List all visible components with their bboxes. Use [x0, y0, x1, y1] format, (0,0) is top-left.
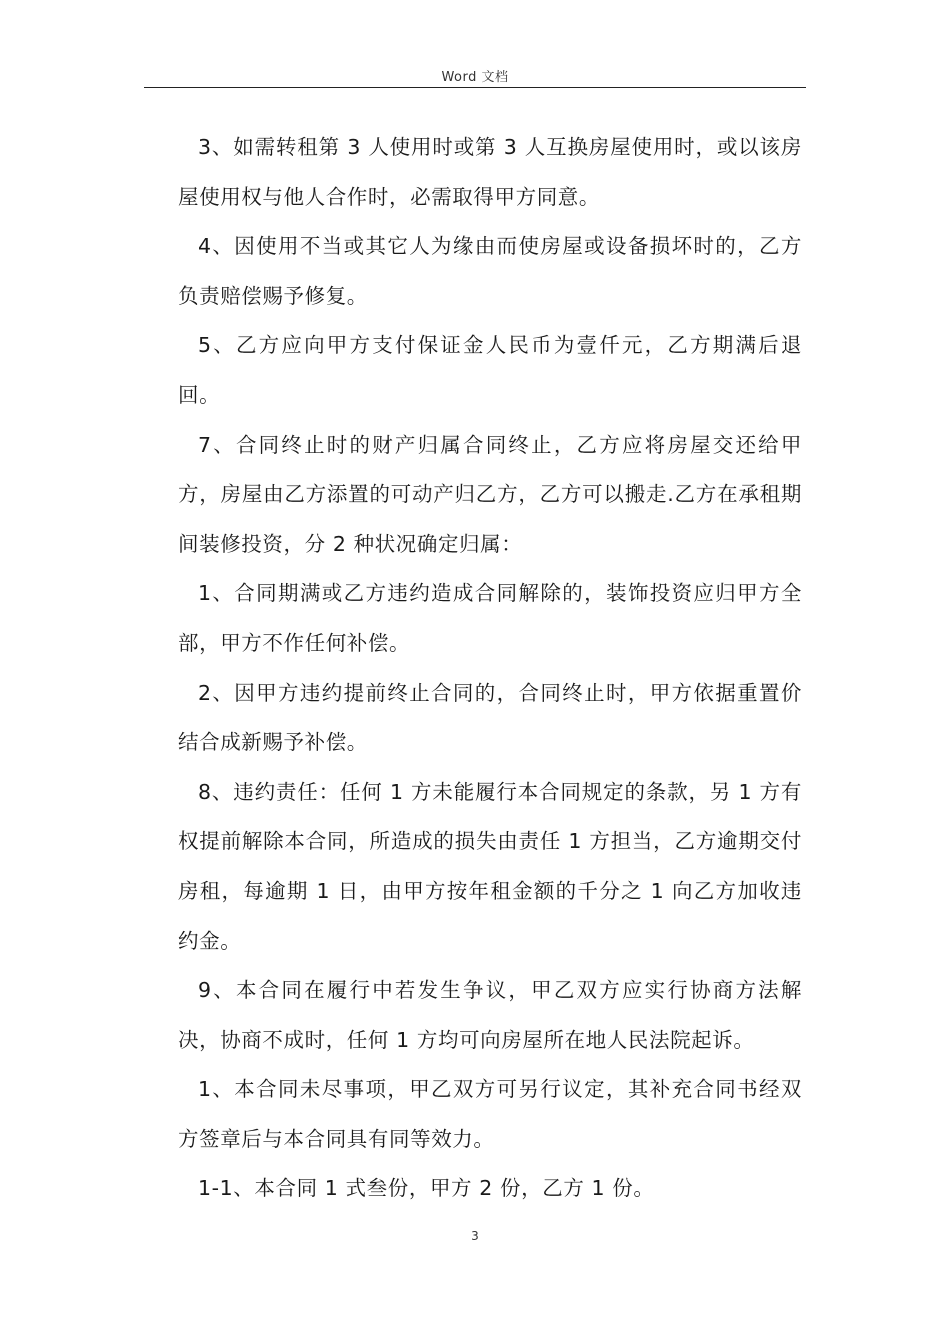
paragraph-clause-4: 4、因使用不当或其它人为缘由而使房屋或设备损坏时的，乙方负责赔偿赐予修复。	[178, 234, 802, 308]
paragraph-clause-7-1: 1、合同期满或乙方违约造成合同解除的，装饰投资应归甲方全部，甲方不作任何补偿。	[178, 581, 802, 655]
paragraph-clause-8: 8、违约责任：任何 1 方未能履行本合同规定的条款，另 1 方有权提前解除本合同，所造成的损失由责任 1 方担当，乙方逾期交付房租，每逾期 1 日，由甲方按年租金额的千分之 1 向乙方加收违约金。	[178, 779, 802, 953]
page-number: 3	[471, 1229, 479, 1243]
page-header: Word 文档	[441, 70, 509, 85]
header-divider	[144, 87, 806, 88]
paragraph-clause-9: 9、本合同在履行中若发生争议，甲乙双方应实行协商方法解决，协商不成时，任何 1 方均可向房屋所在地人民法院起诉。	[178, 978, 802, 1052]
paragraph-clause-7: 7、合同终止时的财产归属合同终止，乙方应将房屋交还给甲方，房屋由乙方添置的可动产归乙方，乙方可以搬走.乙方在承租期间装修投资，分 2 种状况确定归属：	[178, 432, 802, 556]
document-body	[178, 123, 802, 1214]
paragraph-clause-supplement: 1、本合同未尽事项，甲乙双方可另行议定，其补充合同书经双方签章后与本合同具有同等效力。	[178, 1077, 802, 1151]
paragraph-clause-5: 5、乙方应向甲方支付保证金人民币为壹仟元，乙方期满后退回。	[178, 333, 802, 407]
paragraph-clause-3: 3、如需转租第 3 人使用时或第 3 人互换房屋使用时，或以该房屋使用权与他人合作时，必需取得甲方同意。	[178, 135, 802, 209]
paragraph-clause-copies: 1-1、本合同 1 式叁份，甲方 2 份，乙方 1 份。	[198, 1176, 655, 1201]
paragraph-clause-7-2: 2、因甲方违约提前终止合同的，合同终止时，甲方依据重置价结合成新赐予补偿。	[178, 680, 802, 755]
